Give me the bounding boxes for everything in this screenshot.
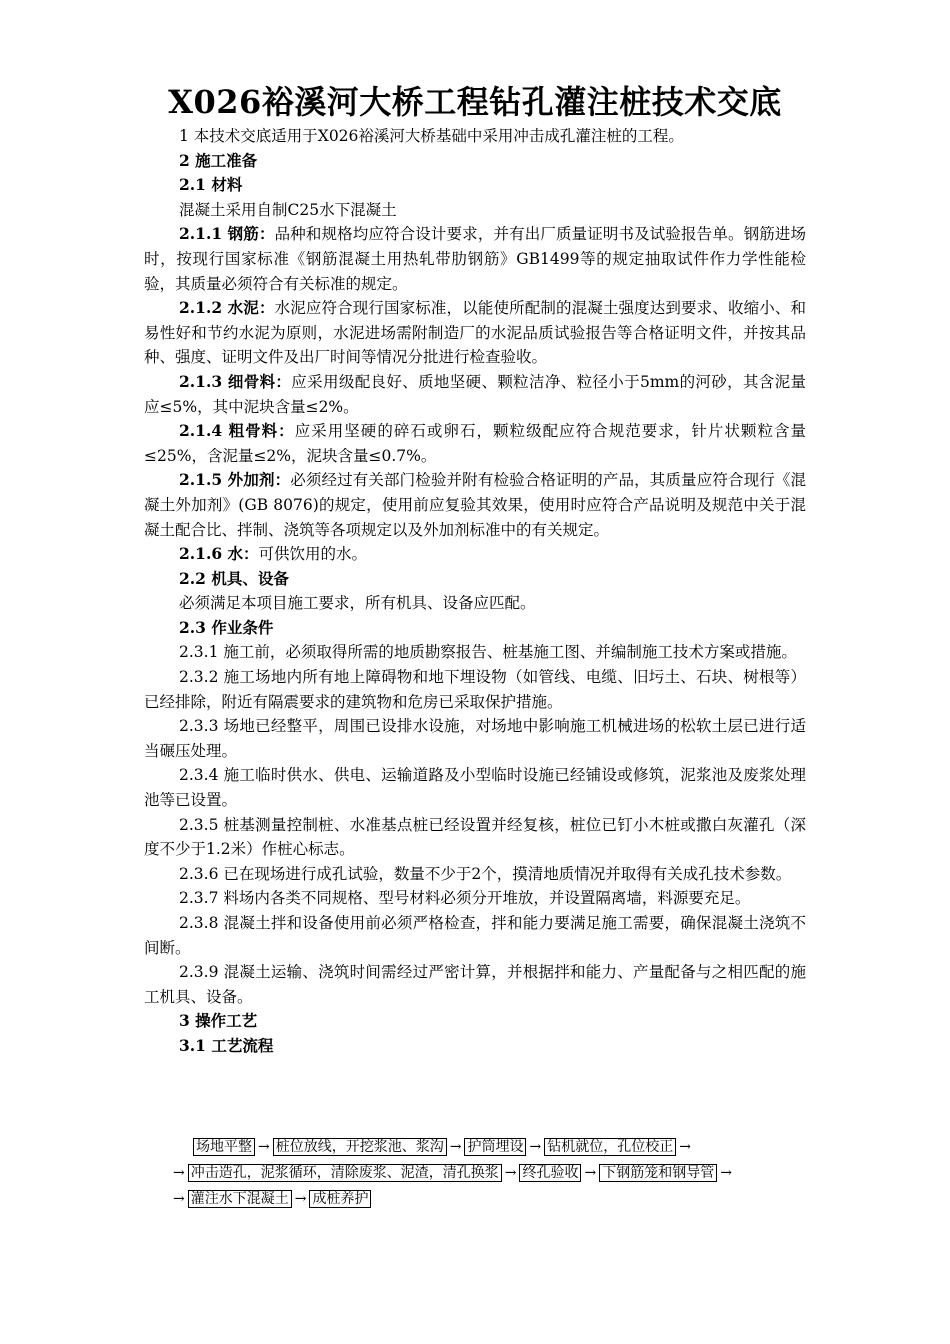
flow-step: 桩位放线，开挖浆池、浆沟 — [273, 1138, 447, 1156]
item-coarse-aggregate — [144, 419, 806, 468]
item-admixture — [144, 468, 806, 542]
item-water — [144, 542, 806, 567]
item-cement — [144, 296, 806, 370]
condition-item: 2.3.5 桩基测量控制桩、水准基点桩已经设置并经复核，桩位已钉小木桩或撒白灰灌孔（深度不少于1.2米）作桩心标志。 — [144, 815, 806, 859]
process-flowchart — [144, 1134, 824, 1212]
arrow-right-icon: → — [720, 1165, 732, 1181]
item-label: 2.1.5 外加剂： — [179, 470, 291, 490]
heading-materials: 2.1 材料 — [179, 175, 243, 195]
item-rebar — [144, 222, 806, 296]
flow-step: 冲击造孔，泥浆循环，清除废浆、泥渣，清孔换浆 — [188, 1164, 502, 1182]
item-text: 必须经过有关部门检验并附有检验合格证明的产品，其质量应符合现行《混凝土外加剂》(GB 8076)的规定，使用前应复验其效果，使用时应符合产品说明及规范中关于混凝土配合比、拌制、浇筑等各项规定以及外加剂标准中的有关规定。 — [144, 471, 806, 539]
item-text: 应采用级配良好、质地坚硬、颗粒洁净、粒径小于5mm的河砂，其含泥量应≤5%，其中泥块含量≤2%。 — [144, 372, 807, 416]
flow-row — [144, 1134, 824, 1160]
arrow-right-icon: → — [294, 1191, 307, 1207]
arrow-right-icon: → — [449, 1139, 462, 1155]
arrow-right-icon: → — [679, 1139, 691, 1155]
condition-item: 2.3.9 混凝土运输、浇筑时间需经过严密计算，并根据拌和能力、产量配备与之相匹配的施工机具、设备。 — [144, 963, 806, 1006]
condition-item: 2.3.3 场地已经整平，周围已设排水设施，对场地中影响施工机械进场的松软土层已进行适当碾压处理。 — [144, 717, 806, 760]
item-label: 2.1.2 水泥： — [179, 298, 275, 318]
condition-item: 2.3.7 料场内各类不同规格、型号材料必须分开堆放，并设置隔离墙，料源要充足。 — [179, 889, 751, 908]
heading-equipment: 2.2 机具、设备 — [179, 568, 289, 588]
condition-item: 2.3.1 施工前，必须取得所需的地质勘察报告、桩基施工图、并编制施工技术方案或措施。 — [179, 643, 797, 662]
item-text: 水泥应符合现行国家标准，以能使所配制的混凝土强度达到要求、收缩小、和易性好和节约水泥为原则，水泥进场需附制造厂的水泥品质试验报告等合格证明文件，并按其品种、强度、证明文件及出厂时间等情况分批进行检查验收。 — [144, 299, 806, 367]
condition-item: 2.3.4 施工临时供水、供电、运输道路及小型临时设施已经铺设或修筑，泥浆池及废浆处理池等已设置。 — [144, 766, 806, 810]
arrow-right-icon: → — [584, 1165, 597, 1181]
heading-process-flow: 3.1 工艺流程 — [179, 1035, 274, 1055]
item-label: 2.1.3 细骨料： — [179, 371, 292, 391]
flow-step: 终孔验收 — [519, 1164, 581, 1182]
condition-item: 2.3.6 已在现场进行成孔试验，数量不少于2个，摸清地质情况并取得有关成孔技术参数。 — [179, 864, 792, 883]
paragraph-scope: 1 本技术交底适用于X026裕溪河大桥基础中采用冲击成孔灌注桩的工程。 — [179, 127, 684, 145]
heading-operation: 3 操作工艺 — [179, 1011, 258, 1031]
condition-item: 2.3.2 施工场地内所有地上障碍物和地下埋设物（如管线、电缆、旧圬土、石块、树根等）已经排除，附近有隔震要求的建筑物和危房已采取保护措施。 — [144, 668, 806, 711]
item-label: 2.1.1 钢筋： — [179, 224, 275, 244]
paragraph-concrete: 混凝土采用自制C25水下混凝土 — [179, 200, 397, 219]
document-body — [144, 124, 806, 1059]
flow-step: 护筒埋设 — [464, 1138, 526, 1156]
condition-item: 2.3.8 混凝土拌和设备使用前必须严格检查，拌和能力要满足施工需要，确保混凝土浇筑不间断。 — [144, 914, 806, 957]
arrow-right-icon: → — [173, 1165, 185, 1181]
flow-row — [144, 1160, 824, 1186]
heading-preparation: 2 施工准备 — [179, 150, 258, 170]
item-text: 品种和规格均应符合设计要求，并有出厂质量证明书及试验报告单。钢筋进场时，按现行国家标准《钢筋混凝土用热轧带肋钢筋》GB1499等的规定抽取试件作力学性能检验，其质量必须符合有关标准的规定。 — [144, 225, 806, 293]
flow-step: 成桩养护 — [309, 1190, 371, 1208]
item-fine-aggregate — [144, 370, 806, 419]
document-title: X026裕溪河大桥工程钻孔灌注桩技术交底 — [168, 83, 782, 121]
item-label: 2.1.6 水： — [179, 544, 259, 564]
item-text: 可供饮用的水。 — [258, 545, 368, 564]
item-text: 应采用坚硬的碎石或卵石，颗粒级配应符合规范要求，针片状颗粒含量≤25%，含泥量≤2%，泥块含量≤0.7%。 — [144, 422, 806, 465]
paragraph-equipment: 必须满足本项目施工要求，所有机具、设备应匹配。 — [179, 594, 536, 613]
heading-conditions: 2.3 作业条件 — [179, 617, 274, 637]
flow-step: 场地平整 — [193, 1138, 255, 1156]
arrow-right-icon: → — [258, 1139, 270, 1155]
item-label: 2.1.4 粗骨料： — [179, 421, 295, 441]
arrow-right-icon: → — [173, 1191, 185, 1207]
flow-step: 下钢筋笼和钢导管 — [599, 1164, 717, 1182]
flow-step: 灌注水下混凝土 — [188, 1190, 292, 1208]
arrow-right-icon: → — [529, 1139, 542, 1155]
arrow-right-icon: → — [504, 1165, 517, 1181]
flow-row — [144, 1186, 824, 1212]
flow-step: 钻机就位，孔位校正 — [544, 1138, 676, 1156]
